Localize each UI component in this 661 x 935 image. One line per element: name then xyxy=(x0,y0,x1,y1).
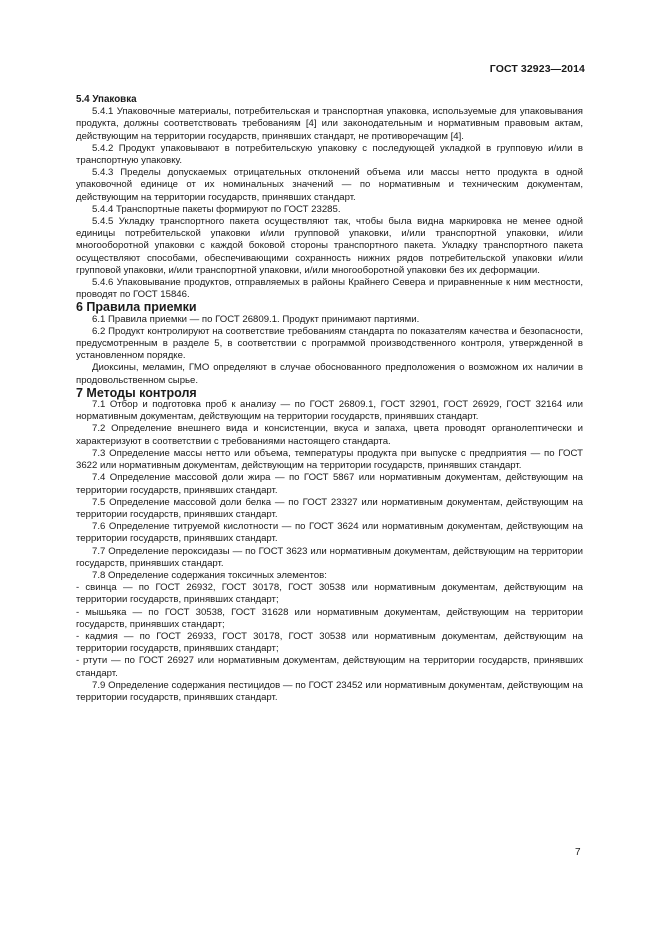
section-5-4-title: 5.4 Упаковка xyxy=(76,94,137,105)
paragraph: 5.4.3 Пределы допускаемых отрицательных отклонений объема или массы нетто продукта в одной упаковочной единице от их номинальных значений — по нормативным и техническим документам, действующим на территории государств, принявших стандарт. xyxy=(76,167,583,203)
section-7-title: 7 Методы контроля xyxy=(76,385,197,400)
document-body xyxy=(76,94,583,704)
section-5-4-body xyxy=(76,106,583,301)
list-item: - кадмия — по ГОСТ 26933, ГОСТ 30178, ГОСТ 30538 или нормативным документам, действующим на территории государств, принявших стандарт; xyxy=(76,630,583,655)
paragraph: 7.1 Отбор и подготовка проб к анализу — по ГОСТ 26809.1, ГОСТ 32901, ГОСТ 26929, ГОСТ 32164 или нормативным документам, действующим на территории государств, принявших стандарт. xyxy=(76,399,583,423)
paragraph: 6.2 Продукт контролируют на соответствие требованиям стандарта по показателям качества и безопасности, предусмотренным в разделе 5, в соответствии с программой производственного контроля, утвержденной в установленном порядке. xyxy=(76,325,583,362)
section-6-title: 6 Правила приемки xyxy=(76,300,197,315)
section-6-body xyxy=(76,314,583,387)
paragraph: 6.1 Правила приемки — по ГОСТ 26809.1. Продукт принимают партиями. xyxy=(92,313,420,325)
section-7-body xyxy=(76,399,583,704)
paragraph: 7.6 Определение титруемой кислотности — по ГОСТ 3624 или нормативным документам, действующим на территории государств, принявших стандарт. xyxy=(76,521,583,545)
paragraph: 5.4.1 Упаковочные материалы, потребительская и транспортная упаковка, используемые для упаковывания продукта, должны соответствовать требованиям [4] или законодательным и нормативным правовым актам, действующим на территории государств, принявших стандарт, не противоречащим [4]. xyxy=(76,106,583,142)
list-item: - свинца — по ГОСТ 26932, ГОСТ 30178, ГОСТ 30538 или нормативным документам, действующим на территории государств, принявших стандарт; xyxy=(76,582,583,606)
paragraph: 7.8 Определение содержания токсичных элементов: xyxy=(92,569,327,581)
paragraph: 7.7 Определение пероксидазы — по ГОСТ 3623 или нормативным документам, действующим на территории государств, принявших стандарт. xyxy=(76,545,583,569)
standard-designation: ГОСТ 32923—2014 xyxy=(489,63,585,75)
paragraph: 7.2 Определение внешнего вида и консистенции, вкуса и запаха, цвета проводят органолептически и характеризуют в соответствии с требованиями настоящего стандарта. xyxy=(76,423,583,447)
paragraph: 7.9 Определение содержания пестицидов — по ГОСТ 23452 или нормативным документам, действующим на территории государств, принявших стандарт. xyxy=(76,679,583,703)
list-item: - ртути — по ГОСТ 26927 или нормативным документам, действующим на территории государств, принявших стандарт. xyxy=(76,655,583,679)
list-item: - мышьяка — по ГОСТ 30538, ГОСТ 31628 или нормативным документам, действующим на территории государств, принявших стандарт; xyxy=(76,606,583,630)
paragraph: 7.5 Определение массовой доли белка — по ГОСТ 23327 или нормативным документам, действующим на территории государств, принявших стандарт. xyxy=(76,496,583,520)
paragraph: 7.3 Определение массы нетто или объема, температуры продукта при выпуске с предприятия — по ГОСТ 3622 или нормативным документам, действующим на территории государств, принявших стандарт. xyxy=(76,447,583,472)
paragraph: 5.4.6 Упаковывание продуктов, отправляемых в районы Крайнего Севера и приравненные к ним местности, проводят по ГОСТ 15846. xyxy=(76,277,583,301)
paragraph: 5.4.2 Продукт упаковывают в потребительскую упаковку с последующей укладкой в групповую и/или в транспортную упаковку. xyxy=(76,142,583,167)
page-number: 7 xyxy=(575,847,581,858)
paragraph: 5.4.4 Транспортные пакеты формируют по ГОСТ 23285. xyxy=(92,203,341,215)
paragraph: 7.4 Определение массовой доли жира — по ГОСТ 5867 или нормативным документам, действующим на территории государств, принявших стандарт. xyxy=(76,472,583,496)
paragraph: Диоксины, меламин, ГМО определяют в случае обоснованного предположения о возможном их наличии в продовольственном сырье. xyxy=(76,362,583,386)
paragraph: 5.4.5 Укладку транспортного пакета осуществляют так, чтобы была видна маркировка не менее одной единицы потребительской упаковки и/или групповой упаковки, и/или транспортной упаковки, и/или многооборотной упаковки с каждой боковой стороны транспортного пакета. Укладку транспортного пакета осуществляют способами, обеспечивающими сохранность нижних рядов потребительской упаковки и/или групповой упаковки, и/или транспортной упаковки, и/или многооборотной упаковки без их деформации. xyxy=(76,216,583,276)
